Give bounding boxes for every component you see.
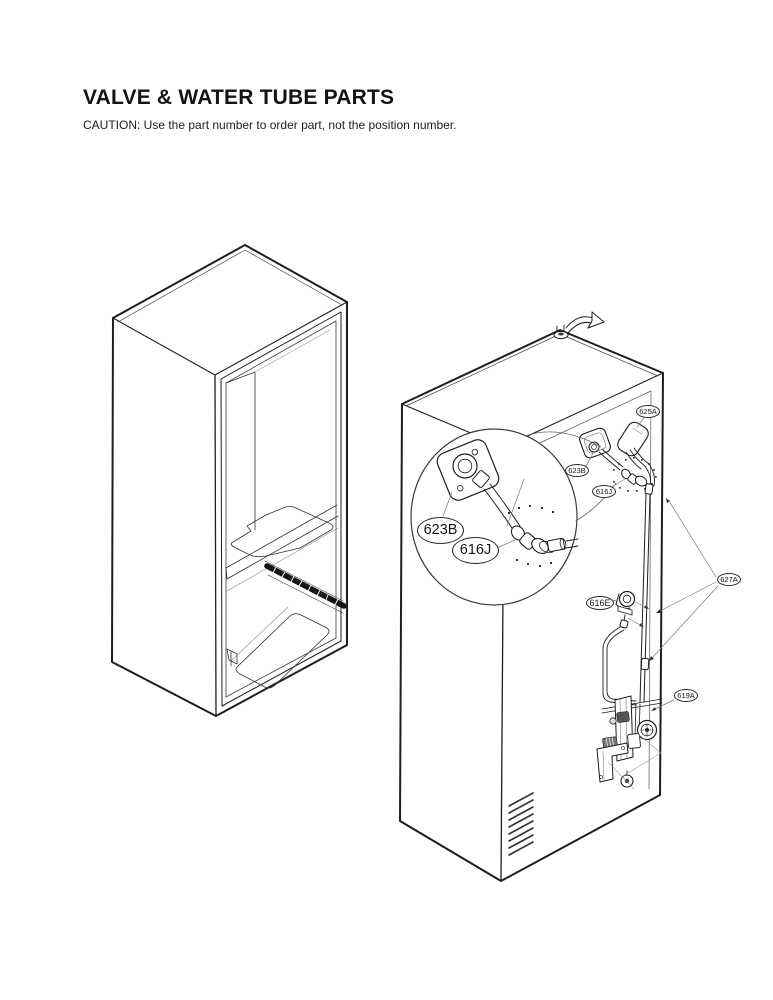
left-cabinet-interior [226, 330, 338, 688]
callout-leader-lines [585, 418, 718, 709]
callout-627a-label: 627A [720, 574, 738, 584]
callout-623b [565, 464, 589, 477]
callout-616e-label: 616E [589, 597, 611, 608]
callout-616e [586, 596, 614, 610]
callout-616j-label: 616J [595, 486, 613, 496]
vent-grille [509, 793, 533, 855]
left-refrigerator-drawing [112, 245, 347, 716]
callout-616j-magnified-label: 616J [459, 542, 492, 559]
right-refrigerator-drawing [400, 312, 663, 881]
callout-623b-magnified-label: 623B [423, 522, 458, 539]
water-valve-bracket-small [578, 427, 623, 470]
callout-619a [674, 689, 698, 702]
leader-arrowheads [639, 498, 670, 711]
callout-623b-magnified [417, 517, 464, 544]
callout-627a [717, 573, 741, 586]
callout-623b-label: 623B [568, 465, 586, 475]
tube-direction-arrow-icon [566, 312, 604, 333]
callout-616j [592, 485, 616, 498]
left-cabinet-outline [112, 245, 347, 716]
elbow-fitting-small [620, 468, 649, 488]
water-tube-assembly-627A [640, 484, 653, 702]
page-title: VALVE & WATER TUBE PARTS [83, 86, 395, 109]
callout-616j-magnified [452, 537, 499, 564]
caution-note: CAUTION: Use the part number to order part, not the position number. [83, 118, 457, 132]
callout-625a [636, 405, 660, 418]
callout-619a-label: 619A [677, 690, 695, 700]
callout-625a-label: 625A [639, 406, 657, 416]
drawer-rail [265, 561, 344, 613]
left-cabinet-edges [113, 250, 347, 716]
